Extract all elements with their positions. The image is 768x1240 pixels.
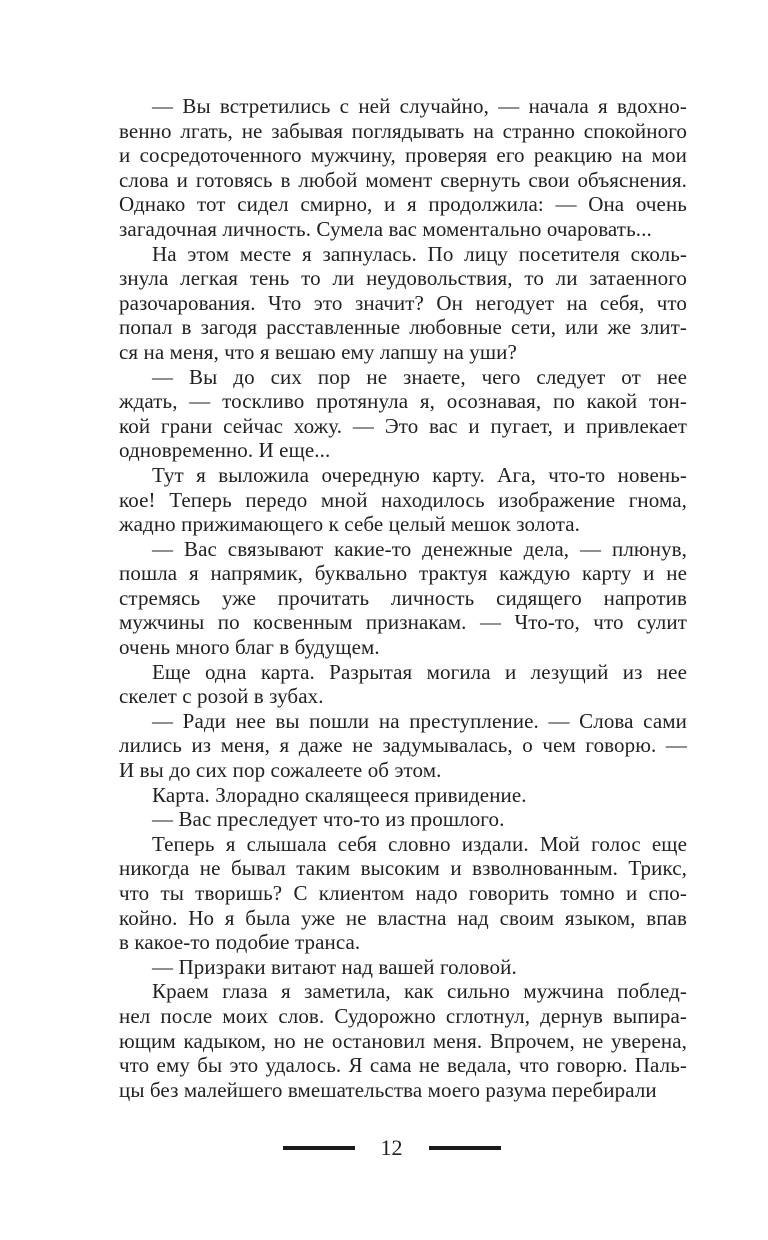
paragraph xyxy=(119,94,687,242)
text-line: попал в загодя расставленные любовные сети, или же злит- xyxy=(119,315,687,340)
text-line: лились из меня, я даже не задумывалась, о чем говорю. — xyxy=(119,733,687,758)
text-line: койно. Но я была уже не властна над своим языком, впав xyxy=(119,905,687,930)
text-line: Однако тот сидел смирно, и я продолжила: — Она очень xyxy=(119,192,687,217)
paragraph xyxy=(119,709,687,783)
paragraph xyxy=(119,365,687,463)
text-line: в какое-то подобие транса. xyxy=(119,930,361,955)
text-line: и сосредоточенного мужчину, проверяя его реакцию на мои xyxy=(119,143,687,168)
paragraph xyxy=(119,832,687,955)
text-line: одновременно. И еще... xyxy=(119,438,331,463)
text-line: загадочная личность. Сумела вас моментально очаровать... xyxy=(119,216,652,241)
text-line: венно лгать, не забывая поглядывать на странно спокойного xyxy=(119,118,687,143)
paragraph xyxy=(119,807,687,832)
text-line: Теперь я слышала себя словно издали. Мой голос еще xyxy=(152,831,687,856)
footer-rule-left xyxy=(283,1146,355,1150)
paragraph xyxy=(119,979,687,1102)
text-line: мужчины по косвенным признакам. — Что-то, что сулит xyxy=(119,610,687,635)
text-line: Краем глаза я заметила, как сильно мужчина поблед- xyxy=(152,979,687,1004)
page-text xyxy=(119,94,687,1102)
text-line: ющим кадыком, но не остановил меня. Впрочем, не уверена, xyxy=(119,1028,687,1053)
text-line: жадно прижимающего к себе целый мешок золота. xyxy=(119,512,581,537)
page-number: 12 xyxy=(380,1135,403,1160)
text-line: что ему бы это удалось. Я сама не ведала, что говорю. Паль- xyxy=(119,1053,687,1078)
paragraph xyxy=(119,955,687,980)
text-line: кой грани сейчас хожу. — Это вас и пугает, и привлекает xyxy=(119,413,687,438)
text-line: очень много благ в будущем. xyxy=(119,635,380,660)
text-line: — Ради нее вы пошли на преступление. — Слова сами xyxy=(152,708,687,733)
text-line: — Вас преследует что-то из прошлого. xyxy=(152,807,505,832)
text-line: Карта. Злорадно скалящееся привидение. xyxy=(152,782,527,807)
text-line: слова и готовясь в любой момент свернуть свои объяснения. xyxy=(119,167,687,192)
page-footer xyxy=(15,1134,768,1162)
text-line: никогда не бывал таким высоким и взволнованным. Трикс, xyxy=(119,856,687,881)
text-line: — Вас связывают какие-то денежные дела, — плюнув, xyxy=(152,536,687,561)
text-line: разочарования. Что это значит? Он негодует на себя, что xyxy=(119,290,687,315)
text-line: нел после моих слов. Судорожно сглотнул, дернув выпира- xyxy=(119,1003,687,1028)
text-line: Еще одна карта. Разрытая могила и лезущий из нее xyxy=(152,659,687,684)
paragraph xyxy=(119,242,687,365)
paragraph xyxy=(119,660,687,709)
text-line: стремясь уже прочитать личность сидящего напротив xyxy=(119,585,687,610)
text-line: скелет с розой в зубах. xyxy=(119,684,324,709)
text-line: ся на меня, что я вешаю ему лапшу на уши? xyxy=(119,339,517,364)
text-line: Тут я выложила очередную карту. Ага, что-то новень- xyxy=(152,462,687,487)
footer-rule-right xyxy=(429,1146,501,1150)
paragraph xyxy=(119,783,687,808)
text-line: знула легкая тень то ли неудовольствия, то ли затаенного xyxy=(119,266,687,291)
text-line: пошла я напрямик, буквально трактуя каждую карту и не xyxy=(119,561,687,586)
text-line: — Призраки витают над вашей головой. xyxy=(152,954,517,979)
text-line: цы без малейшего вмешательства моего разума перебирали xyxy=(119,1077,657,1102)
paragraph xyxy=(119,537,687,660)
text-line: кое! Теперь передо мной находилось изображение гнома, xyxy=(119,487,687,512)
text-line: — Вы до сих пор не знаете, чего следует от нее xyxy=(152,364,687,389)
text-line: что ты творишь? С клиентом надо говорить томно и спо- xyxy=(119,881,687,905)
text-line: На этом месте я запнулась. По лицу посетителя сколь- xyxy=(152,241,687,266)
text-line: И вы до сих пор сожалеете об этом. xyxy=(119,758,442,783)
text-line: — Вы встретились с ней случайно, — начала я вдохно- xyxy=(152,94,687,118)
text-line: ждать, — тоскливо протянула я, осознавая, по какой тон- xyxy=(119,389,687,414)
paragraph xyxy=(119,463,687,537)
